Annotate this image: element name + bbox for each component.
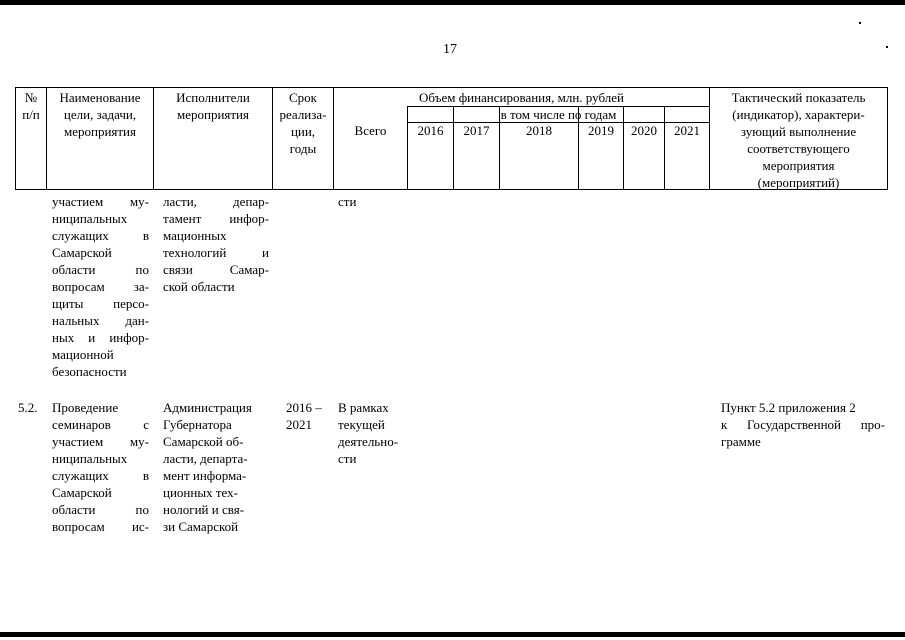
row-52-total: В рамках текущей деятельно- сти (338, 400, 399, 466)
header-name: Наименование цели, задачи, мероприятия (59, 90, 141, 139)
row-52-term: 2016 – 2021 (286, 400, 322, 432)
header-year: 2021 (674, 123, 700, 138)
page-number: 17 (443, 42, 457, 57)
header-executors: Исполнители мероприятия (176, 90, 250, 122)
row-cont-executors: ласти, депар- тамент инфор- мационных технологий и связи Самар- ской области (163, 194, 269, 294)
row-52-name: Проведение семинаров с участием му- ниципальных служащих в Самарской области по вопросам ис- (52, 400, 149, 534)
row-cont-name: участием му- ниципальных служащих в Самарской области по вопросам за- щиты персо- нальных дан- ных и инфор- мационной безопасности (52, 194, 149, 379)
header-by-years: в том числе по годам (500, 107, 617, 122)
header-indicator: Тактический показатель (индикатор), характери- зующий выполнение соответствующего мероприятия (мероприятий) (731, 90, 866, 190)
row-52-executors: Администрация Губернатора Самарской об- ласти, департа- мент информа- ционных тех- нологий и свя- зи Самарской (163, 400, 252, 534)
header-year: 2016 (417, 123, 444, 138)
scan-speck (859, 22, 861, 24)
row-52-num: 5.2. (18, 400, 38, 415)
header-funding: Объем финансирования, млн. рублей (419, 90, 624, 105)
header-year: 2017 (463, 123, 490, 138)
row-52-indicator: Пункт 5.2 приложения 2 к Государственной про- грамме (721, 400, 885, 449)
header-year: 2018 (526, 123, 552, 138)
header-top-line (15, 87, 888, 88)
header-year: 2020 (631, 123, 657, 138)
header-term: Срок реализа- ции, годы (279, 90, 327, 156)
header-year: 2019 (588, 123, 614, 138)
bottom-border (0, 632, 905, 637)
header-total: Всего (354, 123, 387, 138)
row-cont-total: сти (338, 194, 357, 209)
top-border (0, 0, 905, 5)
col-line (887, 87, 888, 189)
scan-speck (886, 46, 888, 48)
header-num: № п/п (22, 90, 40, 122)
